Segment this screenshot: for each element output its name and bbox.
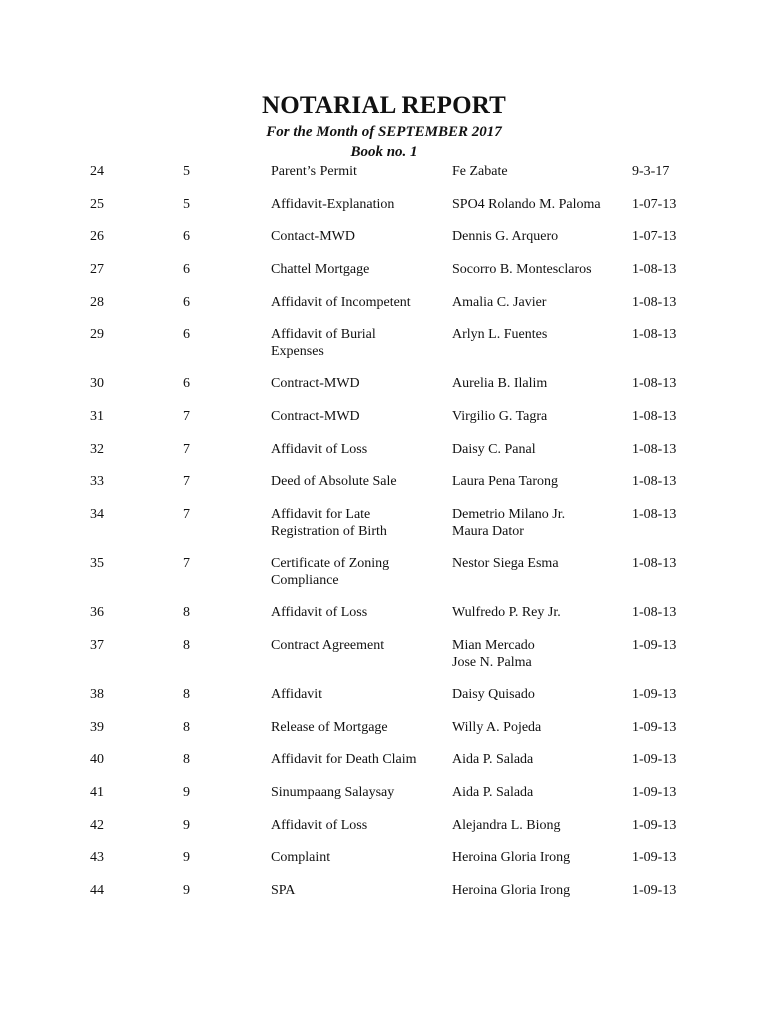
book-number: Book no. 1 xyxy=(350,144,418,160)
party-name-line: Jose N. Palma xyxy=(452,655,532,670)
entry-date: 1-09-13 xyxy=(632,883,677,898)
document-type xyxy=(271,261,441,278)
party-name-line: Wulfredo P. Rey Jr. xyxy=(452,605,561,620)
party-name-line: Mian Mercado xyxy=(452,638,535,653)
document-type-line: Expenses xyxy=(271,344,324,359)
party-name-line: Demetrio Milano Jr. xyxy=(452,507,566,522)
document-type-line: Compliance xyxy=(271,573,339,588)
entry-date: 9-3-17 xyxy=(632,164,670,179)
list-item xyxy=(0,882,768,916)
page-number: 9 xyxy=(183,883,190,898)
list-item xyxy=(0,196,768,230)
list-item xyxy=(0,294,768,328)
entry-date: 1-07-13 xyxy=(632,229,677,244)
list-item xyxy=(0,817,768,851)
page-number: 5 xyxy=(183,197,190,212)
entry-date: 1-09-13 xyxy=(632,638,677,653)
party-name xyxy=(452,228,622,245)
entry-date: 1-08-13 xyxy=(632,605,677,620)
document-type-line: Complaint xyxy=(271,850,331,865)
page-number: 8 xyxy=(183,638,190,653)
document-type-line: SPA xyxy=(271,883,296,898)
page-number: 7 xyxy=(183,507,190,522)
entry-number: 25 xyxy=(90,197,104,212)
list-item xyxy=(0,441,768,475)
document-type-line: Affidavit xyxy=(271,687,323,702)
document-type xyxy=(271,849,441,866)
page-number: 9 xyxy=(183,785,190,800)
document-type-line: Contact-MWD xyxy=(271,229,355,244)
entry-number: 27 xyxy=(90,262,104,277)
document-type-line: Affidavit for Late xyxy=(271,507,371,522)
entry-number: 44 xyxy=(90,883,104,898)
document-type xyxy=(271,294,441,311)
party-name-line: Arlyn L. Fuentes xyxy=(452,327,548,342)
entry-number: 40 xyxy=(90,752,104,767)
page-number: 9 xyxy=(183,850,190,865)
document-type-line: Certificate of Zoning xyxy=(271,556,390,571)
party-name xyxy=(452,784,622,801)
entry-number: 34 xyxy=(90,507,104,522)
party-name xyxy=(452,441,622,458)
document-type xyxy=(271,882,441,899)
party-name-line: Nestor Siega Esma xyxy=(452,556,559,571)
party-name xyxy=(452,849,622,866)
page-number: 7 xyxy=(183,409,190,424)
page-number: 7 xyxy=(183,556,190,571)
entry-date: 1-08-13 xyxy=(632,376,677,391)
list-item xyxy=(0,408,768,442)
page-number: 8 xyxy=(183,720,190,735)
list-item xyxy=(0,228,768,262)
party-name xyxy=(452,719,622,736)
entry-number: 31 xyxy=(90,409,104,424)
party-name xyxy=(452,375,622,392)
entry-date: 1-09-13 xyxy=(632,752,677,767)
page-number: 8 xyxy=(183,605,190,620)
entry-number: 29 xyxy=(90,327,104,342)
page-number: 6 xyxy=(183,262,190,277)
entry-date: 1-08-13 xyxy=(632,474,677,489)
entry-number: 38 xyxy=(90,687,104,702)
entry-date: 1-07-13 xyxy=(632,197,677,212)
document-type-line: Deed of Absolute Sale xyxy=(271,474,397,489)
party-name xyxy=(452,196,622,213)
party-name-line: Fe Zabate xyxy=(452,164,508,179)
entry-number: 36 xyxy=(90,605,104,620)
document-type xyxy=(271,506,441,540)
report-subtitle: For the Month of SEPTEMBER 2017 xyxy=(266,124,502,140)
entry-number: 24 xyxy=(90,164,104,179)
entry-number: 28 xyxy=(90,295,104,310)
entry-date: 1-08-13 xyxy=(632,507,677,522)
party-name-line: SPO4 Rolando M. Paloma xyxy=(452,197,601,212)
party-name xyxy=(452,637,622,671)
entry-date: 1-08-13 xyxy=(632,409,677,424)
document-type-line: Affidavit of Burial xyxy=(271,327,376,342)
page-number: 7 xyxy=(183,442,190,457)
document-type xyxy=(271,784,441,801)
document-type xyxy=(271,473,441,490)
document-type-line: Contract Agreement xyxy=(271,638,385,653)
party-name xyxy=(452,604,622,621)
list-item xyxy=(0,473,768,507)
list-item xyxy=(0,506,768,540)
party-name xyxy=(452,506,622,540)
page-number: 6 xyxy=(183,295,190,310)
entry-number: 35 xyxy=(90,556,104,571)
document-type-line: Release of Mortgage xyxy=(271,720,388,735)
party-name xyxy=(452,163,622,180)
party-name xyxy=(452,555,622,572)
party-name-line: Aida P. Salada xyxy=(452,785,534,800)
document-type xyxy=(271,555,441,589)
entry-date: 1-08-13 xyxy=(632,295,677,310)
party-name xyxy=(452,261,622,278)
party-name xyxy=(452,473,622,490)
document-type-line: Affidavit of Incompetent xyxy=(271,295,411,310)
document-type-line: Affidavit of Loss xyxy=(271,818,368,833)
page-number: 9 xyxy=(183,818,190,833)
page-number: 8 xyxy=(183,687,190,702)
party-name-line: Maura Dator xyxy=(452,524,524,539)
page-number: 5 xyxy=(183,164,190,179)
entry-date: 1-09-13 xyxy=(632,720,677,735)
page-number: 6 xyxy=(183,376,190,391)
entry-date: 1-09-13 xyxy=(632,818,677,833)
document-type xyxy=(271,637,441,654)
page-number: 7 xyxy=(183,474,190,489)
document-type-line: Registration of Birth xyxy=(271,524,387,539)
entry-number: 43 xyxy=(90,850,104,865)
document-type-line: Chattel Mortgage xyxy=(271,262,370,277)
document-type xyxy=(271,686,441,703)
entry-date: 1-09-13 xyxy=(632,687,677,702)
entry-date: 1-08-13 xyxy=(632,556,677,571)
party-name-line: Alejandra L. Biong xyxy=(452,818,561,833)
party-name-line: Daisy C. Panal xyxy=(452,442,536,457)
party-name-line: Laura Pena Tarong xyxy=(452,474,559,489)
document-type-line: Contract-MWD xyxy=(271,409,360,424)
document-type-line: Affidavit of Loss xyxy=(271,605,368,620)
entry-number: 42 xyxy=(90,818,104,833)
list-item xyxy=(0,637,768,671)
document-type-line: Sinumpaang Salaysay xyxy=(271,785,395,800)
document-type xyxy=(271,228,441,245)
party-name-line: Socorro B. Montesclaros xyxy=(452,262,592,277)
list-item xyxy=(0,604,768,638)
party-name-line: Aida P. Salada xyxy=(452,752,534,767)
party-name xyxy=(452,882,622,899)
document-type xyxy=(271,604,441,621)
document-type-line: Affidavit-Explanation xyxy=(271,197,395,212)
list-item xyxy=(0,751,768,785)
entry-number: 37 xyxy=(90,638,104,653)
party-name xyxy=(452,817,622,834)
entry-date: 1-08-13 xyxy=(632,327,677,342)
party-name-line: Willy A. Pojeda xyxy=(452,720,542,735)
document-type xyxy=(271,719,441,736)
party-name-line: Amalia C. Javier xyxy=(452,295,547,310)
party-name xyxy=(452,686,622,703)
document-type xyxy=(271,408,441,425)
entry-number: 30 xyxy=(90,376,104,391)
list-item xyxy=(0,555,768,589)
page-number: 6 xyxy=(183,327,190,342)
document-type xyxy=(271,441,441,458)
entry-number: 32 xyxy=(90,442,104,457)
party-name-line: Virgilio G. Tagra xyxy=(452,409,548,424)
list-item xyxy=(0,849,768,883)
party-name xyxy=(452,751,622,768)
document-type xyxy=(271,817,441,834)
page-number: 6 xyxy=(183,229,190,244)
entry-number: 26 xyxy=(90,229,104,244)
list-item xyxy=(0,686,768,720)
party-name-line: Daisy Quisado xyxy=(452,687,535,702)
list-item xyxy=(0,326,768,360)
entry-date: 1-09-13 xyxy=(632,785,677,800)
page-number: 8 xyxy=(183,752,190,767)
document-type xyxy=(271,326,441,360)
document-type-line: Affidavit of Loss xyxy=(271,442,368,457)
party-name xyxy=(452,326,622,343)
party-name-line: Heroina Gloria Irong xyxy=(452,850,571,865)
list-item xyxy=(0,163,768,197)
entry-date: 1-09-13 xyxy=(632,850,677,865)
document-type-line: Parent’s Permit xyxy=(271,164,357,179)
list-item xyxy=(0,261,768,295)
party-name-line: Heroina Gloria Irong xyxy=(452,883,571,898)
party-name-line: Aurelia B. Ilalim xyxy=(452,376,548,391)
party-name xyxy=(452,294,622,311)
entry-number: 33 xyxy=(90,474,104,489)
document-type xyxy=(271,163,441,180)
party-name-line: Dennis G. Arquero xyxy=(452,229,559,244)
entry-date: 1-08-13 xyxy=(632,262,677,277)
report-title: NOTARIAL REPORT xyxy=(261,92,507,119)
entry-number: 39 xyxy=(90,720,104,735)
list-item xyxy=(0,375,768,409)
entry-date: 1-08-13 xyxy=(632,442,677,457)
list-item xyxy=(0,784,768,818)
entry-number: 41 xyxy=(90,785,104,800)
document-type xyxy=(271,375,441,392)
list-item xyxy=(0,719,768,753)
document-type xyxy=(271,196,441,213)
document-type-line: Affidavit for Death Claim xyxy=(271,752,417,767)
party-name xyxy=(452,408,622,425)
document-type-line: Contract-MWD xyxy=(271,376,360,391)
document-type xyxy=(271,751,441,768)
